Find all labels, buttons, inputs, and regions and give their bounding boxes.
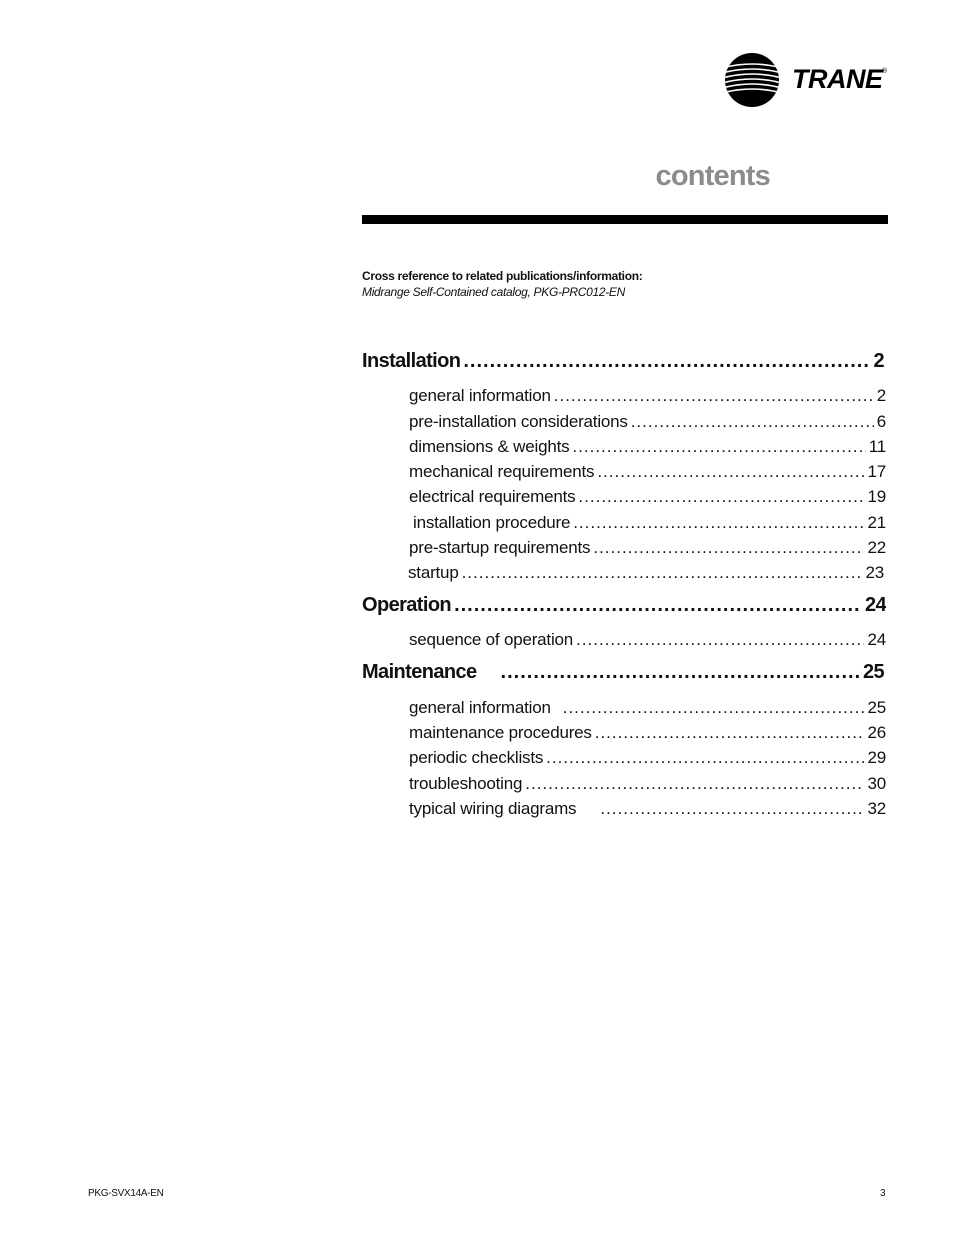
toc-item[interactable] xyxy=(409,799,886,823)
toc-item-page: 2 xyxy=(876,386,886,405)
toc-leader xyxy=(573,513,864,533)
toc-item[interactable] xyxy=(409,698,886,722)
toc-leader xyxy=(593,538,864,558)
toc-item-page: 17 xyxy=(867,462,886,481)
toc-section-page: 2 xyxy=(873,350,884,372)
toc-leader xyxy=(463,350,870,373)
footer-doc-code: PKG-SVX14A-EN xyxy=(88,1188,164,1199)
footer-page-number: 3 xyxy=(880,1188,886,1199)
toc-item-page: 32 xyxy=(867,799,886,818)
toc-item-label: pre-installation considerations xyxy=(409,412,628,431)
toc-leader xyxy=(525,774,864,794)
registered-mark: ® xyxy=(882,68,888,75)
toc-section-title: Operation xyxy=(362,594,452,616)
toc-item[interactable] xyxy=(409,487,886,511)
toc-item-label: mechanical requirements xyxy=(409,462,595,481)
toc-leader xyxy=(554,386,874,406)
toc-section-page: 24 xyxy=(864,594,886,616)
toc-item-label: electrical requirements xyxy=(409,487,576,506)
toc-item-page: 24 xyxy=(867,630,886,649)
toc-item-label: general information xyxy=(409,386,551,405)
cross-reference xyxy=(362,268,642,300)
page-title: contents xyxy=(655,160,770,192)
toc-leader xyxy=(595,723,865,743)
toc-leader xyxy=(546,748,864,768)
toc-leader xyxy=(462,563,863,583)
toc-item[interactable] xyxy=(409,538,886,562)
toc-item-page: 23 xyxy=(865,563,884,582)
toc-leader xyxy=(454,594,862,617)
toc-item[interactable] xyxy=(413,513,886,537)
toc-item-label: pre-startup requirements xyxy=(409,538,591,557)
toc-section-operation[interactable] xyxy=(362,594,886,622)
toc-item-label: startup xyxy=(408,563,459,582)
toc-item[interactable] xyxy=(409,774,886,798)
toc-leader xyxy=(578,487,864,507)
cross-reference-heading: Cross reference to related publications/information: xyxy=(362,269,643,283)
toc-item-page: 11 xyxy=(868,437,886,456)
toc-item-label: periodic checklists xyxy=(409,748,544,767)
toc-item-label: sequence of operation xyxy=(409,630,574,649)
toc-leader xyxy=(597,462,864,482)
toc-leader xyxy=(600,799,864,819)
toc-leader xyxy=(572,437,865,457)
toc-item[interactable] xyxy=(409,630,886,654)
cross-reference-text: Midrange Self-Contained catalog, PKG-PRC012-EN xyxy=(362,285,626,299)
toc-item-page: 19 xyxy=(867,487,886,506)
toc-leader xyxy=(631,412,874,432)
toc-item-page: 22 xyxy=(867,538,886,557)
toc-item[interactable] xyxy=(409,386,886,410)
toc-leader xyxy=(501,661,860,684)
toc-item-label: dimensions & weights xyxy=(409,437,570,456)
toc-item[interactable] xyxy=(408,563,884,587)
toc-item-label: maintenance procedures xyxy=(409,723,592,742)
trane-logo xyxy=(724,52,894,108)
toc-item-page: 25 xyxy=(867,698,886,717)
toc-item[interactable] xyxy=(409,437,886,461)
toc-section-page: 25 xyxy=(862,661,884,683)
toc-item-page: 26 xyxy=(867,723,886,742)
toc-section-title: Maintenance xyxy=(362,661,477,683)
toc-section-title: Installation xyxy=(362,350,461,372)
toc-item-page: 6 xyxy=(876,412,886,431)
toc-item[interactable] xyxy=(409,412,886,436)
trane-logo-mark-icon xyxy=(724,52,780,108)
toc-section-maintenance[interactable] xyxy=(362,661,884,689)
title-rule xyxy=(362,215,888,224)
toc-item-page: 30 xyxy=(867,774,886,793)
toc-section-installation[interactable] xyxy=(362,350,884,378)
toc-item-label: troubleshooting xyxy=(409,774,523,793)
toc-item-label: typical wiring diagrams xyxy=(409,799,577,818)
trane-wordmark: TRANE xyxy=(792,64,883,94)
toc-item-page: 29 xyxy=(867,748,886,767)
toc-item[interactable] xyxy=(409,723,886,747)
toc-item-page: 21 xyxy=(867,513,886,532)
toc-item[interactable] xyxy=(409,748,886,772)
toc-item-label: installation procedure xyxy=(413,513,571,532)
toc-item-label: general information xyxy=(409,698,551,717)
toc-item[interactable] xyxy=(409,462,886,486)
toc-leader xyxy=(576,630,864,650)
toc-leader xyxy=(563,698,865,718)
